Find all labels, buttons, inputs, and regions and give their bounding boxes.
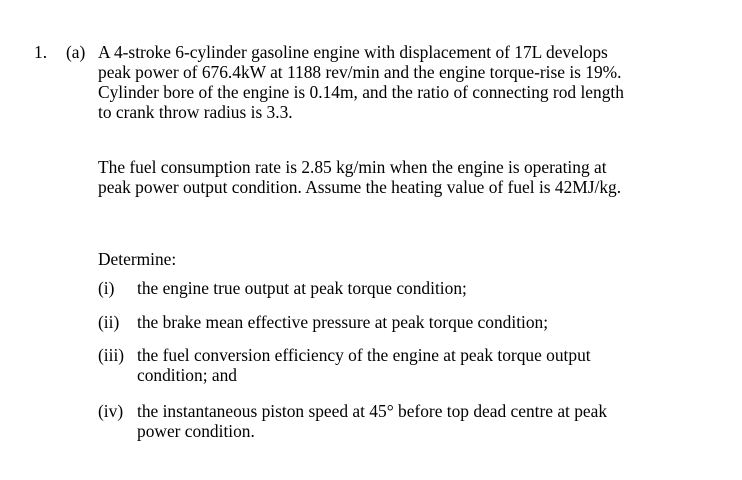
item-text-ii [137, 312, 548, 332]
item-text-i [137, 278, 467, 298]
item-text-iii [137, 345, 697, 385]
question-part-label: (a) [66, 42, 86, 62]
item-label-iii: (iii) [98, 345, 125, 365]
item-line: the fuel conversion efficiency of the engine at peak torque output [137, 345, 591, 365]
item-label-iv: (iv) [98, 401, 124, 421]
paragraph-line: peak power of 676.4kW at 1188 rev/min and the engine torque-rise is 19%. [98, 62, 622, 82]
item-line: the engine true output at peak torque condition; [137, 278, 467, 298]
item-label-ii: (ii) [98, 312, 120, 332]
problem-paragraph-2 [98, 157, 621, 197]
paragraph-line: A 4-stroke 6-cylinder gasoline engine with displacement of 17L develops [98, 42, 608, 62]
item-text-iv [137, 401, 607, 441]
item-line: power condition. [137, 421, 255, 441]
item-line: condition; and [137, 365, 237, 385]
item-line: the instantaneous piston speed at 45° before top dead centre at peak [137, 401, 608, 421]
problem-paragraph-1 [98, 42, 624, 122]
determine-heading: Determine: [98, 249, 177, 269]
paragraph-line: Cylinder bore of the engine is 0.14m, and the ratio of connecting rod length [98, 82, 624, 102]
item-line: the brake mean effective pressure at peak torque condition; [137, 312, 549, 332]
paragraph-line: to crank throw radius is 3.3. [98, 102, 293, 122]
item-label-i: (i) [98, 278, 115, 298]
question-number: 1. [34, 42, 48, 62]
paragraph-line: The fuel consumption rate is 2.85 kg/min when the engine is operating at [98, 157, 607, 177]
paragraph-line: peak power output condition. Assume the heating value of fuel is 42MJ/kg. [98, 177, 622, 197]
